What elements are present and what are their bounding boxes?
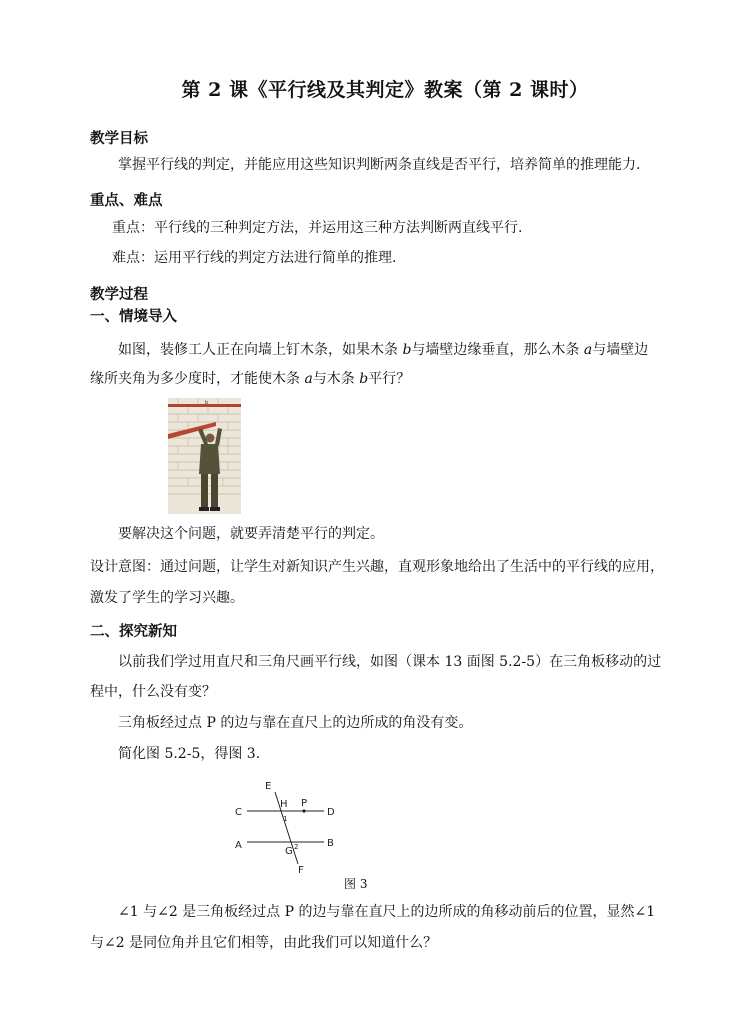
text-span: 平行？ [368, 371, 411, 387]
explore-line-2: 程中，什么没有变？ [90, 684, 216, 700]
conclusion-line-2: 与∠2 是同位角并且它们相等，由此我们可以知道什么？ [90, 935, 438, 951]
simplify-sentence: 简化图 5.2-5，得图 3. [118, 746, 261, 762]
heading-section-2: 二、探究新知 [90, 623, 177, 640]
objectives-text: 掌握平行线的判定，并能应用这些知识判断两条直线是否平行，培养简单的推理能力. [118, 157, 641, 173]
label-a: A [235, 840, 242, 851]
label-c: C [235, 807, 242, 818]
worker-wall-photo [168, 398, 241, 514]
difficulty-text: 难点：运用平行线的判定方法进行简单的推理. [112, 250, 397, 266]
heading-section-1: 一、情境导入 [90, 308, 177, 325]
text-span: 如图，装修工人正在向墙上钉木条，如果木条 [118, 342, 403, 358]
variable-a: a [583, 342, 593, 358]
worker-illustration [168, 398, 241, 514]
intro-paragraph-line-2 [90, 369, 410, 389]
label-f: F [298, 865, 304, 876]
document-title: 第 2 课《平行线及其判定》教案（第 2 课时） [181, 79, 589, 101]
variable-b: b [402, 342, 412, 358]
explore-answer: 三角板经过点 P 的边与靠在直尺上的边所成的角没有变。 [118, 715, 473, 731]
text-span: 与墙壁边缘垂直，那么木条 [411, 342, 584, 358]
point-p [302, 809, 305, 812]
label-g: G [285, 846, 293, 857]
key-point-text: 重点：平行线的三种判定方法，并运用这三种方法判断两直线平行. [112, 220, 523, 236]
text-span: 缘所夹角为多少度时，才能使木条 [90, 371, 305, 387]
design-intent-line-1: 设计意图：通过问题，让学生对新知识产生兴趣，直观形象地给出了生活中的平行线的应用， [90, 559, 664, 575]
variable-a: a [304, 371, 313, 387]
text-span: 与墙壁边 [592, 342, 649, 358]
figure-caption: 图 3 [344, 877, 368, 891]
text-span: 与木条 [312, 371, 360, 387]
label-h: H [280, 799, 288, 810]
label-p: P [301, 798, 308, 809]
design-intent-line-2: 激发了学生的学习兴趣。 [90, 590, 244, 606]
conclusion-line-1: ∠1 与∠2 是三角板经过点 P 的边与靠在直尺上的边所成的角移动前后的位置，显然∠1 [118, 904, 656, 920]
angle-1-label: 1 [283, 815, 288, 823]
explore-line-1: 以前我们学过用直尺和三角尺画平行线，如图（课本 13 面图 5.2-5）在三角板移动的过 [118, 654, 662, 670]
variable-b: b [359, 371, 369, 387]
heading-process: 教学过程 [90, 286, 148, 303]
label-d: D [327, 807, 335, 818]
label-e: E [265, 781, 272, 792]
solve-sentence: 要解决这个问题，就要弄清楚平行的判定。 [118, 526, 384, 542]
heading-objectives: 教学目标 [90, 130, 148, 147]
angle-2-label: 2 [294, 843, 299, 851]
svg-text:b: b [205, 400, 209, 406]
label-b: B [327, 838, 334, 849]
intro-paragraph-line-1 [118, 340, 648, 360]
heading-key-points: 重点、难点 [90, 192, 163, 209]
